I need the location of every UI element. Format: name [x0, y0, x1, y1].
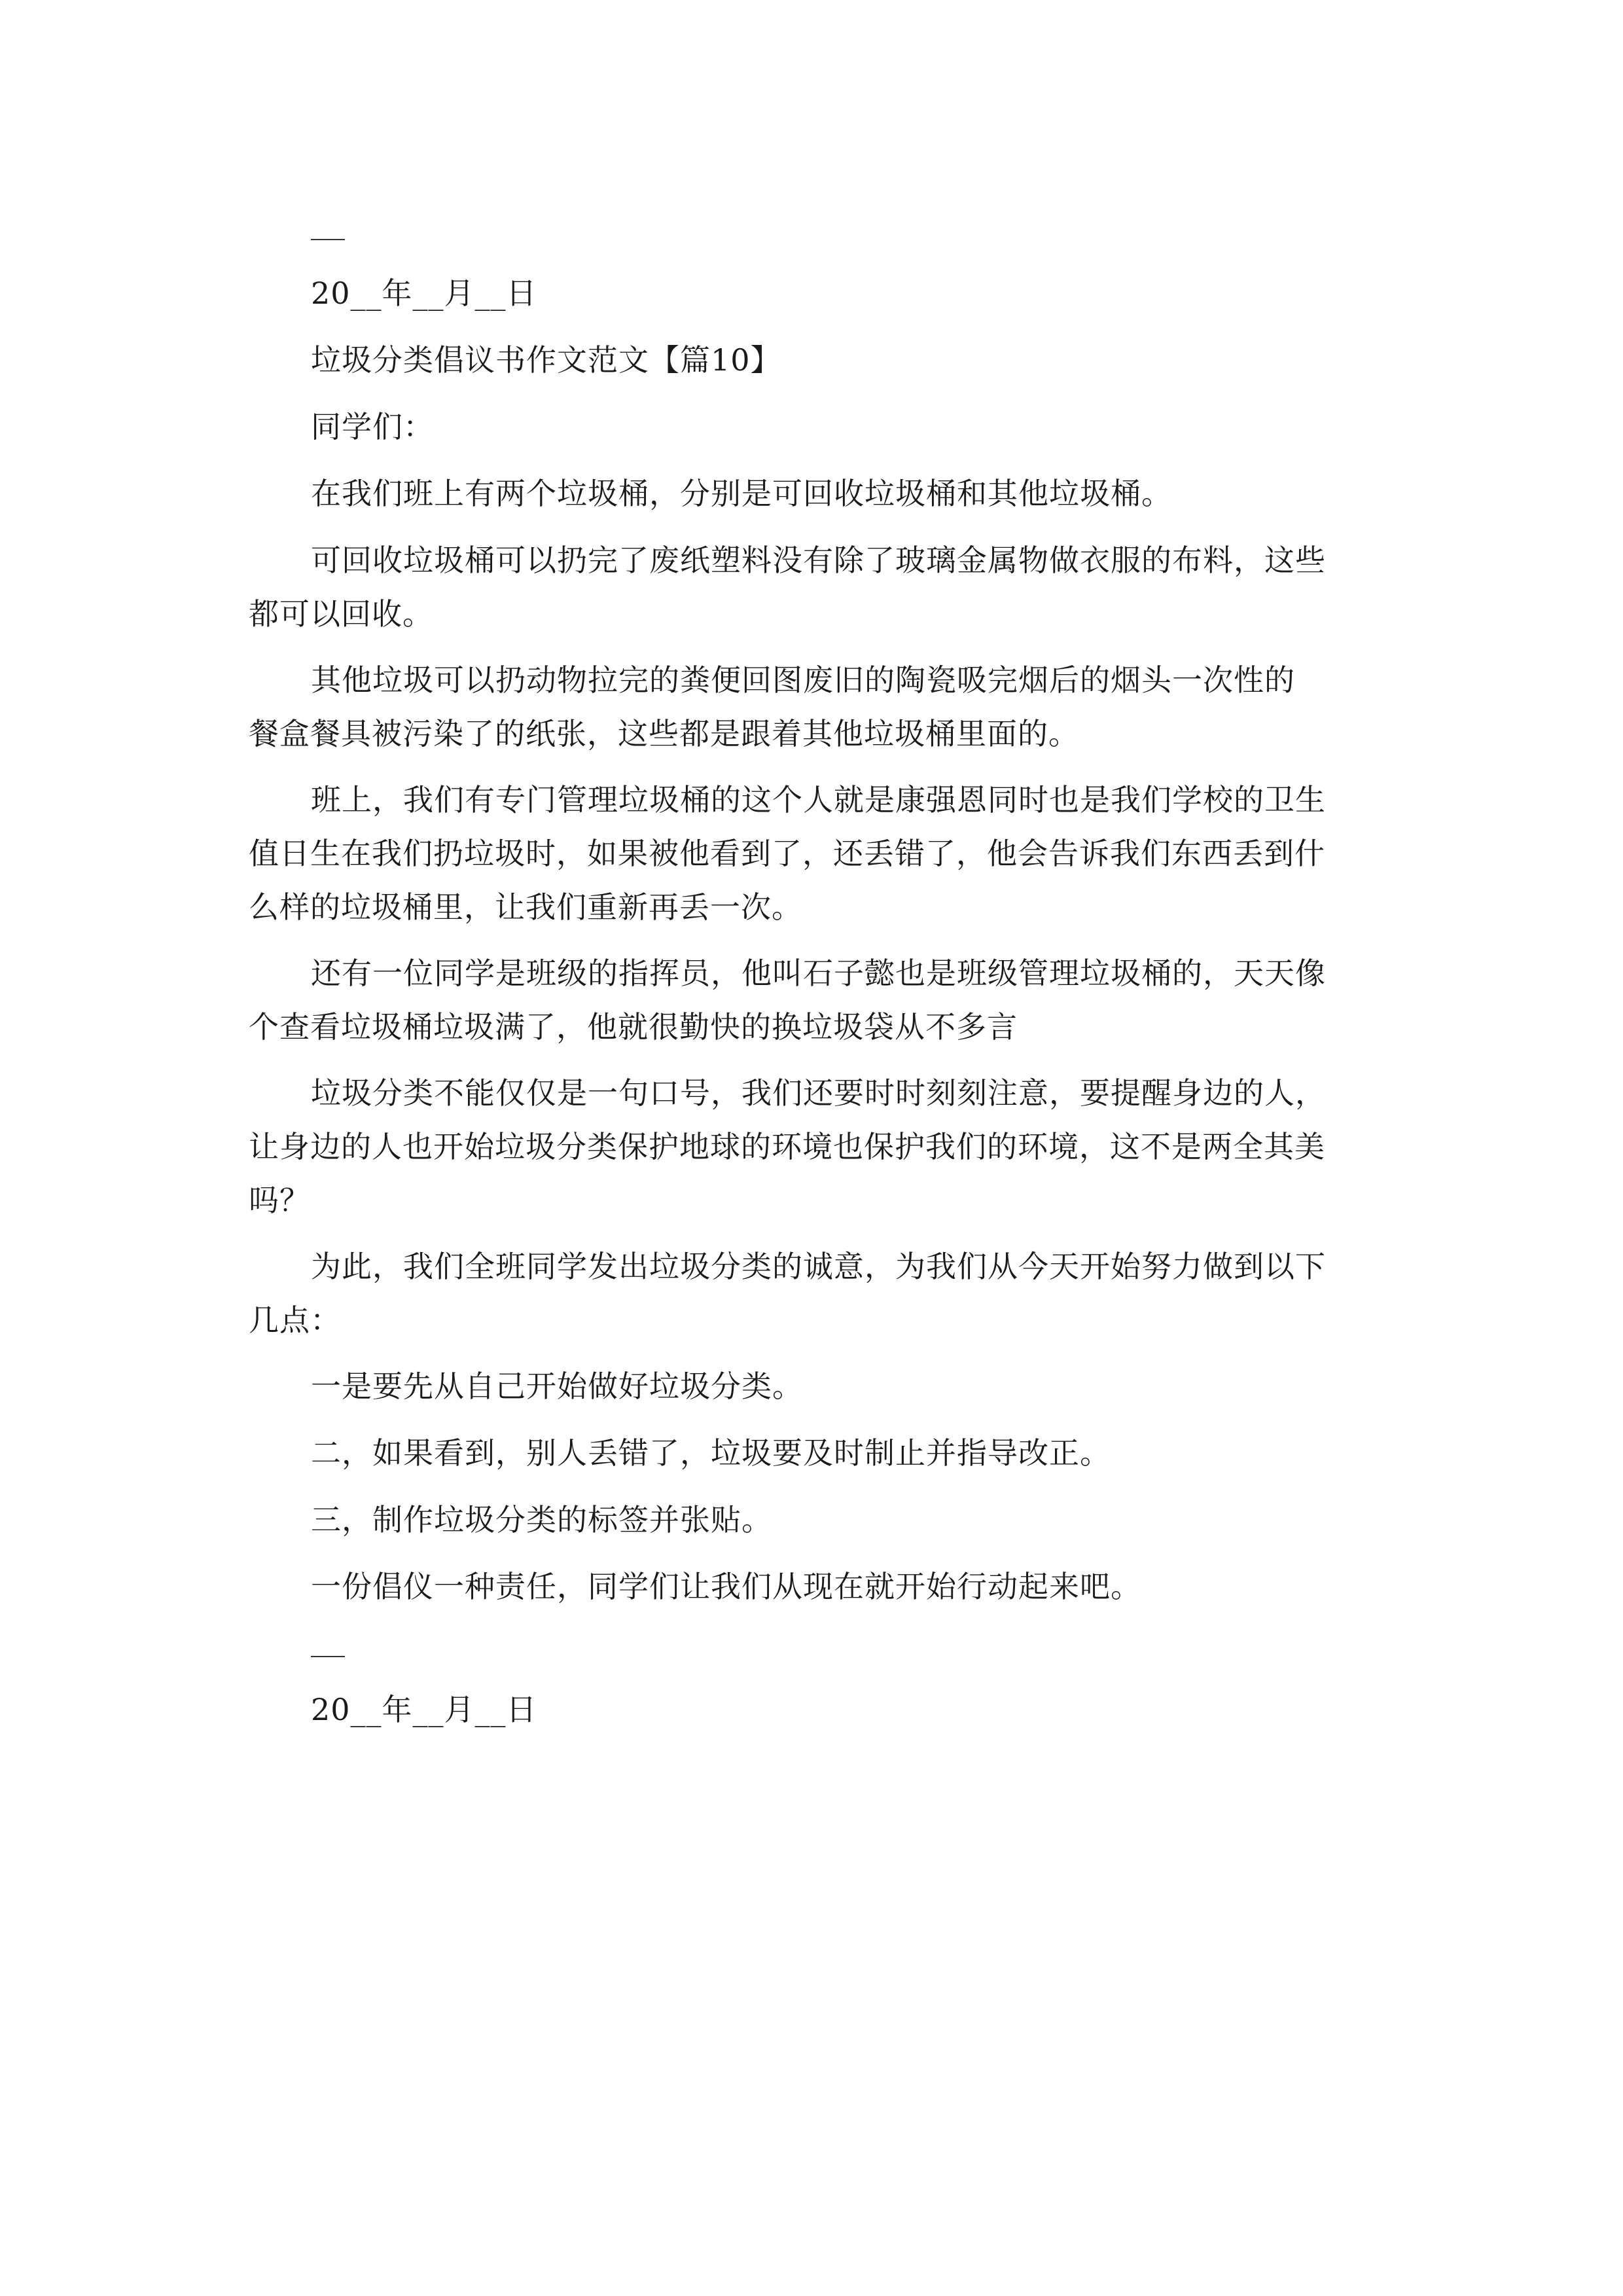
salutation: 同学们： — [311, 409, 434, 444]
paragraph-2-line-1: 可回收垃圾桶可以扔完了废纸塑料没有除了玻璃金属物做衣服的布料，这些 — [311, 543, 1326, 578]
paragraph-6-line-2: 让身边的人也开始垃圾分类保护地球的环境也保护我们的环境，这不是两全其美 — [249, 1129, 1325, 1164]
paragraph-1-line-1: 在我们班上有两个垃圾桶，分别是可回收垃圾桶和其他垃圾桶。 — [311, 476, 1172, 511]
paragraph-11-line-1: 一份倡仪一种责任，同学们让我们从现在就开始行动起来吧。 — [311, 1569, 1141, 1604]
paragraph-5-line-1: 还有一位同学是班级的指挥员，他叫石子懿也是班级管理垃圾桶的，天天像 — [311, 956, 1326, 991]
paragraph-10-line-1: 三，制作垃圾分类的标签并张贴。 — [311, 1502, 772, 1537]
paragraph-7-line-1: 为此，我们全班同学发出垃圾分类的诚意，为我们从今天开始努力做到以下 — [311, 1249, 1326, 1284]
paragraph-9-line-1: 二，如果看到，别人丢错了，垃圾要及时制止并指导改正。 — [311, 1435, 1111, 1471]
paragraph-2-line-2: 都可以回收。 — [249, 596, 433, 632]
paragraph-3-line-2: 餐盒餐具被污染了的纸张，这些都是跟着其他垃圾桶里面的。 — [249, 716, 1079, 751]
paragraph-4-line-2: 值日生在我们扔垃圾时，如果被他看到了，还丢错了，他会告诉我们东西丢到什 — [249, 836, 1325, 871]
article-title: 垃圾分类倡议书作文范文【篇10】 — [311, 342, 781, 378]
signature-dash-bottom — [311, 1656, 345, 1657]
paragraph-4-line-1: 班上，我们有专门管理垃圾桶的这个人就是康强恩同时也是我们学校的卫生 — [311, 782, 1326, 817]
paragraph-7-line-2: 几点： — [249, 1302, 341, 1338]
paragraph-4-line-3: 么样的垃圾桶里，让我们重新再丢一次。 — [249, 889, 802, 925]
signature-date-top: 20__年__月__日 — [311, 276, 537, 311]
paragraph-8-line-1: 一是要先从自己开始做好垃圾分类。 — [311, 1369, 803, 1404]
paragraph-6-line-3: 吗？ — [249, 1183, 310, 1218]
paragraph-3-line-1: 其他垃圾可以扔动物拉完的粪便回图废旧的陶瓷吸完烟后的烟头一次性的 — [311, 662, 1295, 698]
paragraph-6-line-1: 垃圾分类不能仅仅是一句口号，我们还要时时刻刻注意，要提醒身边的人， — [311, 1075, 1326, 1111]
signature-date-bottom: 20__年__月__日 — [311, 1692, 537, 1727]
signature-dash-top — [311, 239, 345, 240]
paragraph-5-line-2: 个查看垃圾桶垃圾满了，他就很勤快的换垃圾袋从不多言 — [249, 1009, 1018, 1045]
